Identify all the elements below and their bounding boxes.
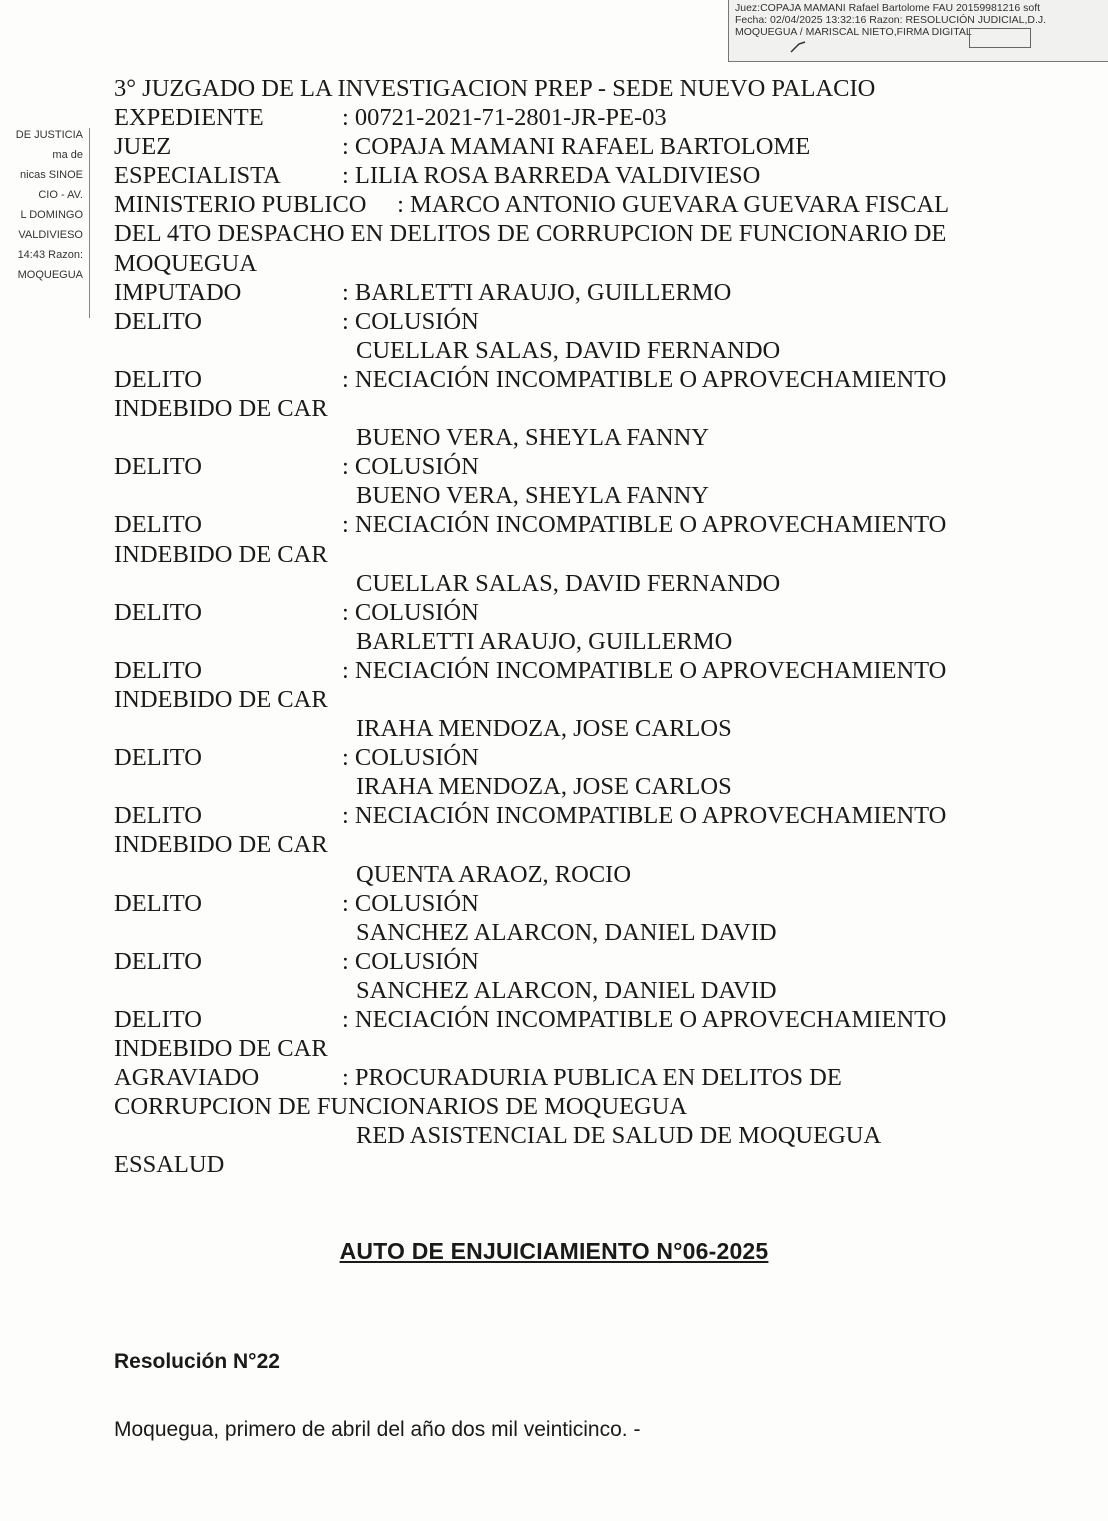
court-name: 3° JUZGADO DE LA INVESTIGACION PREP - SEDE NUEVO PALACIO — [114, 75, 876, 102]
delito-label: DELITO — [114, 453, 202, 481]
especialista-label: ESPECIALISTA — [114, 162, 281, 190]
delito-continuation: INDEBIDO DE CAR — [114, 395, 328, 423]
defendant-name: QUENTA ARAOZ, ROCIO — [356, 860, 632, 888]
delito-label: DELITO — [114, 656, 202, 684]
delito-label: DELITO — [114, 307, 202, 335]
place-date: Moquegua, primero de abril del año dos mil veinticinco. - — [114, 1418, 641, 1441]
delito-label: DELITO — [114, 802, 202, 830]
delito-value: : COLUSIÓN — [342, 307, 479, 335]
signature-line: MOQUEGUA / MARISCAL NIETO,FIRMA DIGITAL — [735, 26, 972, 38]
signature-line: DE JUSTICIA — [15, 129, 83, 141]
defendant-name: SANCHEZ ALARCON, DANIEL DAVID — [356, 918, 777, 946]
delito-value: : NECIACIÓN INCOMPATIBLE O APROVECHAMIENTO — [342, 656, 947, 684]
signature-line: Juez:COPAJA MAMANI Rafael Bartolome FAU 20159981216 soft — [735, 2, 1041, 14]
delito-value: : COLUSIÓN — [342, 453, 479, 481]
agraviado-name: RED ASISTENCIAL DE SALUD DE MOQUEGUA — [356, 1122, 882, 1150]
resolution-number: Resolución N°22 — [114, 1350, 280, 1373]
ministerio-line: DEL 4TO DESPACHO EN DELITOS DE CORRUPCION DE FUNCIONARIO DE — [114, 220, 947, 248]
digital-signature-stamp-left — [0, 128, 90, 318]
delito-continuation: INDEBIDO DE CAR — [114, 1035, 328, 1063]
case-header — [114, 74, 1074, 1180]
digital-signature-stamp-top — [728, 0, 1108, 62]
defendant-name: CUELLAR SALAS, DAVID FERNANDO — [356, 569, 781, 597]
defendant-name: BUENO VERA, SHEYLA FANNY — [356, 424, 710, 452]
signature-line: L DOMINGO — [20, 209, 83, 221]
signature-line: Fecha: 02/04/2025 13:32:16 Razon: RESOLUCIÓN JUDICIAL,D.J. — [735, 14, 1047, 26]
defendant-name: IRAHA MENDOZA, JOSE CARLOS — [356, 715, 732, 743]
delito-label: DELITO — [114, 365, 202, 393]
defendant-name: BARLETTI ARAUJO, GUILLERMO — [356, 627, 733, 655]
ministerio-line: MOQUEGUA — [114, 249, 257, 277]
agraviado-value: : PROCURADURIA PUBLICA EN DELITOS DE — [342, 1064, 842, 1092]
delito-value: : NECIACIÓN INCOMPATIBLE O APROVECHAMIENTO — [342, 1006, 947, 1033]
defendant-name: SANCHEZ ALARCON, DANIEL DAVID — [356, 976, 777, 1004]
agraviado-continuation: CORRUPCION DE FUNCIONARIOS DE MOQUEGUA — [114, 1093, 688, 1121]
document-title: AUTO DE ENJUICIAMIENTO N°06-2025 — [339, 1238, 769, 1264]
delito-continuation: INDEBIDO DE CAR — [114, 685, 328, 713]
signature-line: MOQUEGUA — [17, 269, 83, 281]
signature-check-icon — [789, 40, 809, 54]
defendant-name: BUENO VERA, SHEYLA FANNY — [356, 482, 710, 510]
delito-continuation: INDEBIDO DE CAR — [114, 540, 328, 568]
signature-line: 14:43 Razon: — [17, 249, 83, 261]
stamp-box — [969, 28, 1031, 48]
expediente-value: : 00721-2021-71-2801-JR-PE-03 — [342, 104, 667, 132]
delito-value: : COLUSIÓN — [342, 889, 479, 917]
delito-label: DELITO — [114, 511, 202, 539]
ministerio-line: MINISTERIO PUBLICO : MARCO ANTONIO GUEVARA GUEVARA FISCAL — [114, 191, 950, 219]
delito-continuation: INDEBIDO DE CAR — [114, 831, 328, 859]
delito-value: : COLUSIÓN — [342, 947, 479, 975]
especialista-value: : LILIA ROSA BARREDA VALDIVIESO — [342, 162, 761, 190]
delito-label: DELITO — [114, 889, 202, 917]
expediente-label: EXPEDIENTE — [114, 104, 264, 132]
imputado-label: IMPUTADO — [114, 278, 242, 306]
delito-value: : COLUSIÓN — [342, 744, 479, 772]
signature-line: CIO - AV. — [38, 189, 83, 201]
delito-label: DELITO — [114, 1006, 202, 1033]
delito-label: DELITO — [114, 598, 202, 626]
delito-value: : NECIACIÓN INCOMPATIBLE O APROVECHAMIENTO — [342, 511, 947, 539]
signature-line: nicas SINOE — [20, 169, 83, 181]
delito-value: : COLUSIÓN — [342, 598, 479, 626]
delito-value: : NECIACIÓN INCOMPATIBLE O APROVECHAMIENTO — [342, 802, 947, 830]
signature-line: VALDIVIESO — [18, 229, 83, 241]
agraviado-label: AGRAVIADO — [114, 1064, 260, 1092]
juez-value: : COPAJA MAMANI RAFAEL BARTOLOME — [342, 133, 811, 161]
delito-label: DELITO — [114, 744, 202, 772]
delito-label: DELITO — [114, 947, 202, 975]
delito-value: : NECIACIÓN INCOMPATIBLE O APROVECHAMIENTO — [342, 365, 947, 393]
juez-label: JUEZ — [114, 133, 172, 161]
signature-line: ma de — [52, 149, 83, 161]
defendant-name: IRAHA MENDOZA, JOSE CARLOS — [356, 773, 732, 801]
agraviado-continuation: ESSALUD — [114, 1151, 225, 1179]
imputado-value: : BARLETTI ARAUJO, GUILLERMO — [342, 278, 732, 306]
defendant-name: CUELLAR SALAS, DAVID FERNANDO — [356, 336, 781, 364]
